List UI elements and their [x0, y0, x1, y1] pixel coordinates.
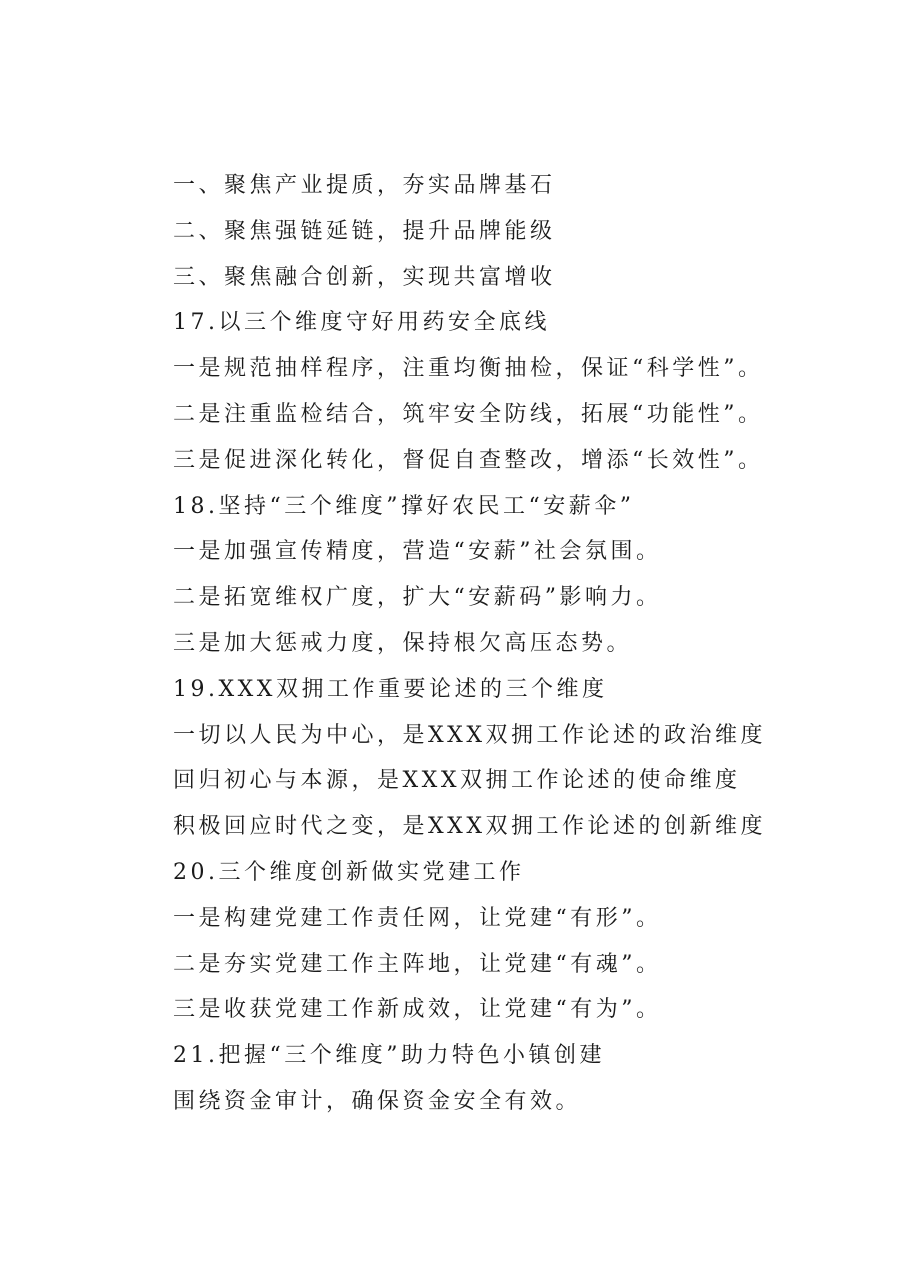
text-line: 二、聚焦强链延链，提升品牌能级	[173, 218, 556, 244]
text-line: 二是拓宽维权广度，扩大“安薪码”影响力。	[173, 585, 662, 611]
section-heading: 18.坚持“三个维度”撑好农民工“安薪伞”	[173, 493, 635, 519]
text-line: 二是注重监检结合，筑牢安全防线，拓展“功能性”。	[173, 401, 764, 427]
text-line: 一是加强宣传精度，营造“安薪”社会氛围。	[173, 539, 662, 565]
text-line: 三、聚焦融合创新，实现共富增收	[173, 264, 556, 290]
text-line: 一切以人民为中心，是XXX双拥工作论述的政治维度	[173, 722, 766, 748]
section-heading: 17.以三个维度守好用药安全底线	[173, 310, 550, 336]
text-line: 三是收获党建工作新成效，让党建“有为”。	[173, 997, 662, 1023]
text-line: 一是构建党建工作责任网，让党建“有形”。	[173, 905, 662, 931]
text-line: 积极回应时代之变，是XXX双拥工作论述的创新维度	[173, 814, 766, 840]
section-heading: 21.把握“三个维度”助力特色小镇创建	[173, 1043, 605, 1069]
text-line: 回归初心与本源，是XXX双拥工作论述的使命维度	[173, 768, 741, 794]
text-line: 一、聚焦产业提质，夯实品牌基石	[173, 173, 556, 198]
text-line: 一是规范抽样程序，注重均衡抽检，保证“科学性”。	[173, 356, 764, 382]
text-line: 围绕资金审计，确保资金安全有效。	[173, 1088, 582, 1114]
text-line: 三是加大惩戒力度，保持根欠高压态势。	[173, 630, 633, 656]
section-heading: 20.三个维度创新做实党建工作	[173, 859, 525, 885]
document-body	[173, 163, 873, 1125]
text-line: 二是夯实党建工作主阵地，让党建“有魂”。	[173, 951, 662, 977]
text-line: 三是促进深化转化，督促自查整改，增添“长效性”。	[173, 447, 764, 473]
section-heading: 19.XXX双拥工作重要论述的三个维度	[173, 676, 608, 702]
